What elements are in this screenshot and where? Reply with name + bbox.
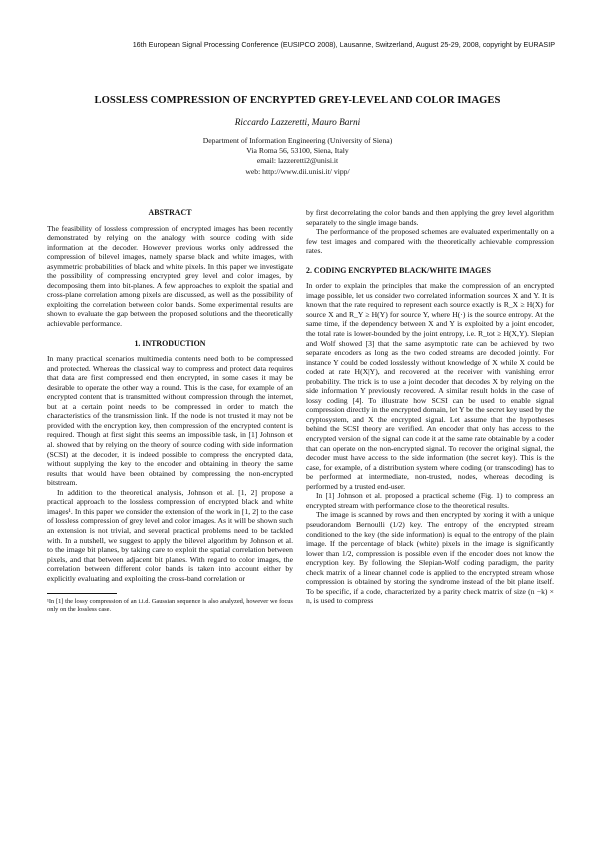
footnote: ¹In [1] the lossy compression of an i.i.d. Gaussian sequence is also analyzed, however we focus only on the lossless case. (47, 598, 293, 614)
section-2-paragraph: The image is scanned by rows and then encrypted by xoring it with a unique pseudorandom Bernoulli (1/2) key. The entropy of the encrypted stream conditioned to the key (the side information) is equal to the entropy of the plain image. If the percentage of black (white) pixels in the image is significantly lower than 1/2, compression is possible even if the encoder does not know the encryption key. By following the Slepian-Wolf coding paradigm, the parity check matrix of a linear channel code is applied to the encrypted stream whose compression is obtained by storing the syndrome instead of the bit plane itself. To be specific, if a code, characterized by a parity check matrix of size (n −k) × n, is used to compress (306, 510, 554, 606)
affiliation (40, 136, 555, 177)
conference-header: 16th European Signal Processing Conference (EUSIPCO 2008), Lausanne, Switzerland, August 25-29, 2008, copyright by EURASIP (132, 40, 555, 49)
section-2-heading: 2. CODING ENCRYPTED BLACK/WHITE IMAGES (306, 265, 491, 275)
footnote-rule (47, 593, 117, 594)
section-1-heading: 1. INTRODUCTION (134, 338, 206, 348)
intro-continuation: by first decorrelating the color bands and then applying the grey level algorithm separately to the single image bands. (306, 208, 554, 227)
left-column (47, 208, 293, 614)
authors: Riccardo Lazzeretti, Mauro Barni (234, 118, 361, 128)
section-2-paragraph: In order to explain the principles that make the compression of an encrypted image possible, let us consider two correlated information sources X and Y. It is known that the rate required to represent each source exactly is R_X ≥ H(X) for source X and R_Y ≥ H(Y) for source Y, where H(·) is the source entropy. At the same time, if the dependency between X and Y is exploited by a joint encoder, the total rate is lower-bounded by the joint entropy, i.e. R_tot ≥ H(X,Y). Slepian and Wolf showed [3] that the same asymptotic rate can be achieved by two separate encoders as long as the two coded streams are decoded jointly. For instance Y could be coded losslessly without knowledge of X while X could be coded at rate H(X|Y), and recovered at the receiver with vanishing error probability. The trick is to use a joint decoder that decodes X by relying on the side information Y previously recovered. A similar result holds in the case of lossy coding [4]. To illustrate how SCSI can be used to enable signal compression directly in the encrypted domain, let Y be the secret key used by the cryptosystem, and X the encrypted signal. Let assume that the hypotheses behind the SCSI theory are verified. An encoder that only has access to the encrypted version of the signal can code it at the same rate obtainable by a coder that can operate on the non-encrypted signal. To recover the original signal, the decoder must have access to the side information (the secret key). This is the case, for example, of a distribution system where coding (or transcoding) has to be performed at intermediate, non-trusted, nodes, whereas decoding is performed by a trusted end-user. (306, 281, 554, 491)
affiliation-email: email: lazzeretti2@unisi.it (256, 156, 339, 166)
section-2-paragraph: In [1] Johnson et al. proposed a practical scheme (Fig. 1) to compress an encrypted stream with performance close to the theoretical results. (306, 491, 554, 510)
paper-title: LOSSLESS COMPRESSION OF ENCRYPTED GREY-LEVEL AND COLOR IMAGES (94, 95, 501, 106)
abstract-heading: ABSTRACT (148, 208, 192, 217)
intro-paragraph: In addition to the theoretical analysis, Johnson et al. [1, 2] propose a practical approach to the lossless compression of encrypted black and white images¹. In this paper we consider the extension of the work in [1, 2] to the case of lossless compression of grey level and color images. As it will be shown such an extension is not trivial, and several practical problems need to be tackled with. In a nutshell, we suggest to apply the bilevel algorithm by Johnson et al. to the image bit planes, by taking care to exploit the spatial correlation between pixels, and that between adjacent bit planes. With regard to color images, the correlation between different color bands is taken into account either by explicitly evaluating and exploiting the cross-band correlation or (47, 487, 293, 583)
abstract-text: The feasibility of lossless compression of encrypted images has been recently demonstrated by relying on the analogy with source coding with side information at the decoder. However previous works only addressed the compression of bilevel images, namely sparse black and white images, with asymmetric probabilities of black and white pixels. In this paper we investigate the possibility of compressing encrypted grey level and color images, by decomposing them into bit-planes. A few approaches to exploit the spatial and cross-plane correlation among pixels are discussed, as well as the possibility of exploiting the correlation between color bands. Some experimental results are shown to evaluate the gap between the proposed solutions and the theoretically achievable performance. (47, 223, 293, 329)
intro-paragraph: The performance of the proposed schemes are evaluated experimentally on a few test images and compared with the theoretically achievable compression rates. (306, 227, 554, 256)
right-column (306, 208, 554, 606)
affiliation-line: Via Roma 56, 53100, Siena, Italy (246, 146, 349, 156)
title-block (40, 95, 555, 177)
intro-paragraph: In many practical scenarios multimedia contents need both to be compressed and protected. Whereas the classical way to compress and protect data requires that data are first compressed end then encrypted, in some cases it may be desirable to operate the other way a round. This is the case, for example of an encrypted content that is transmitted without compression through the internet, but at a certain point needs to be compressed in order to match the characteristics of the transmission link. If the node is not trusted it may not be provided with the encryption key, then compression of the encrypted content is required. Though at first sight this seems an impossible task, in [1] Johnson et al. showed that by relying on the theory of source coding with side information (SCSI) at the decoder, it is indeed possible to compress the encrypted data, without supplying the key to the encoder and obtaining in theory the same results that would have been obtained by compressing the non-encrypted bitstream. (47, 354, 293, 488)
affiliation-line: Department of Information Engineering (University of Siena) (202, 136, 393, 145)
affiliation-web: web: http://www.dii.unisi.it/ vipp/ (245, 166, 350, 176)
